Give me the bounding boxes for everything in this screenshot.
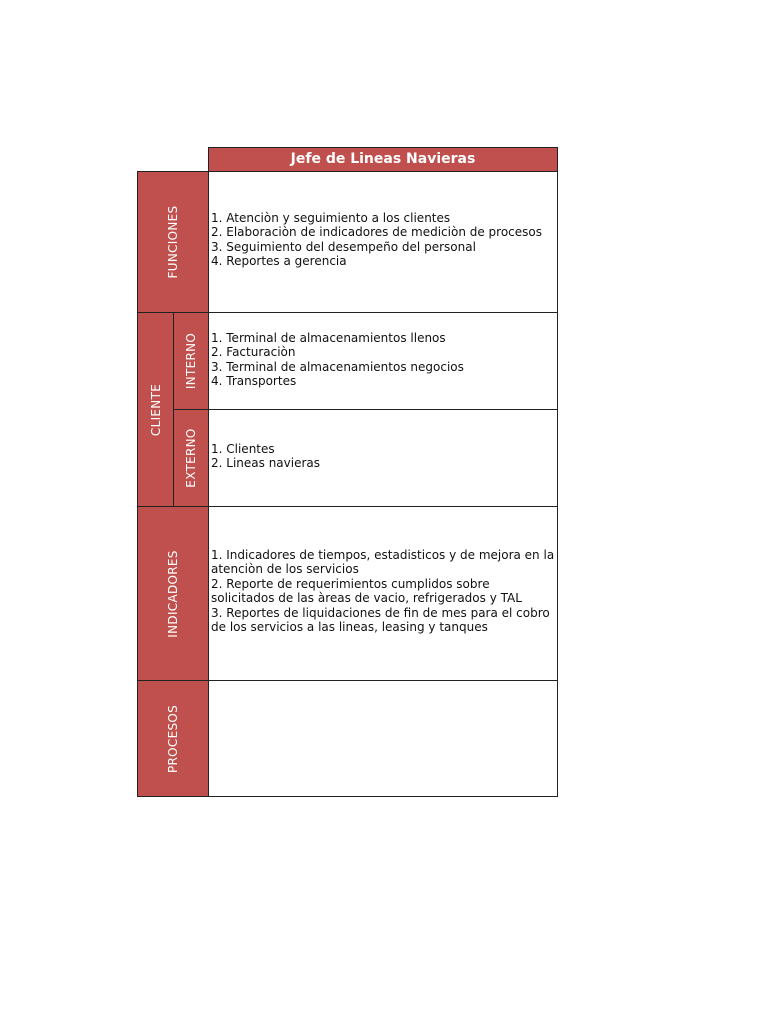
interno-content-cell <box>208 312 558 410</box>
list-item: 4. Transportes <box>211 374 297 389</box>
list-item: 2. Elaboraciòn de indicadores de mediciòn de procesos <box>211 225 543 240</box>
indicadores-label-cell <box>137 506 209 681</box>
cliente-label-cell <box>137 312 174 507</box>
procesos-label: PROCESOS <box>166 704 180 773</box>
indicadores-list <box>211 548 555 634</box>
cliente-label: CLIENTE <box>148 383 163 436</box>
externo-list <box>211 442 555 471</box>
funciones-content-cell <box>208 171 558 313</box>
interno-label: INTERNO <box>184 332 198 390</box>
list-item: 2. Facturaciòn <box>211 345 296 360</box>
list-item: 1. Indicadores de tiempos, estadisticos y de mejora en la atenciòn de los servicios <box>211 548 555 577</box>
funciones-label-cell <box>137 171 209 313</box>
procesos-content-cell <box>208 680 558 797</box>
header-title-bar <box>208 147 558 172</box>
list-item: 2. Lineas navieras <box>211 456 321 471</box>
list-item: 1. Terminal de almacenamientos llenos <box>211 331 446 345</box>
list-item: 4. Reportes a gerencia <box>211 254 347 269</box>
list-item: 3. Terminal de almacenamientos negocios <box>211 359 464 374</box>
externo-label-cell <box>173 409 209 507</box>
list-item: 1. Atenciòn y seguimiento a los clientes <box>211 211 451 225</box>
interno-label-cell <box>173 312 209 410</box>
list-item: 3. Seguimiento del desempeño del personal <box>211 239 476 254</box>
funciones-label: FUNCIONES <box>166 205 180 279</box>
indicadores-content-cell <box>208 506 558 681</box>
externo-content-cell <box>208 409 558 507</box>
list-item: 1. Clientes <box>211 442 275 456</box>
list-item: 3. Reportes de liquidaciones de fin de mes para el cobro de los servicios a las lineas, leasing y tanques <box>211 605 550 635</box>
list-item: 2. Reporte de requerimientos cumplidos sobre solicitados de las àreas de vacio, refrigerados y TAL <box>211 576 522 606</box>
interno-list <box>211 331 555 389</box>
funciones-list <box>211 211 555 269</box>
externo-label: EXTERNO <box>184 428 198 488</box>
page-title: Jefe de Lineas Navieras <box>290 151 476 167</box>
procesos-label-cell <box>137 680 209 797</box>
indicadores-label: INDICADORES <box>166 549 180 638</box>
